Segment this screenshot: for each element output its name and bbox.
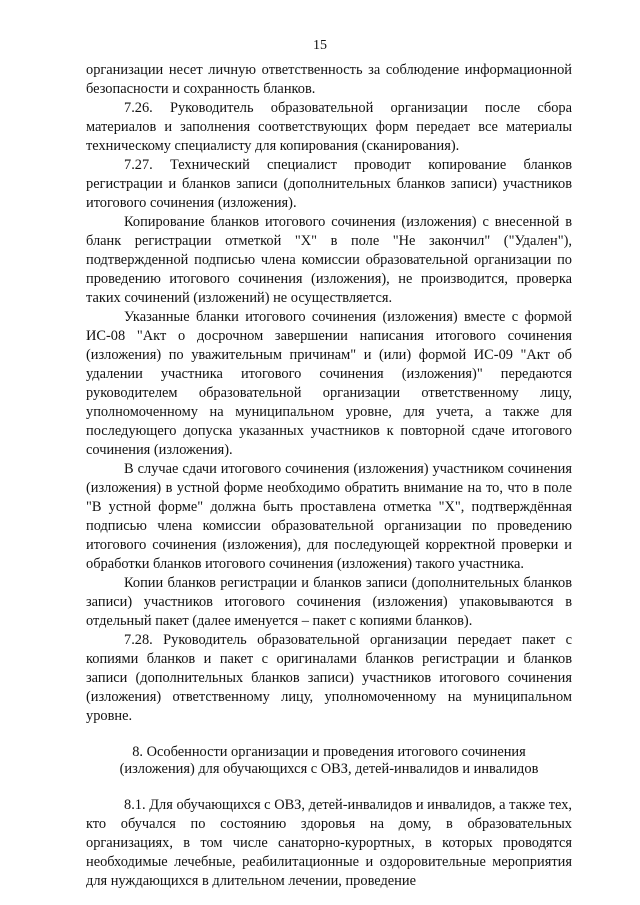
paragraph-copies-package: Копии бланков регистрации и бланков записи (дополнительных бланков записи) участников итогового сочинения (изложения) упаковываются в отдельный пакет (далее именуется – пакет с копиями бланков). <box>86 575 572 629</box>
paragraph-forms: Указанные бланки итогового сочинения (изложения) вместе с формой ИС-08 "Акт о досрочном завершении написания итогового сочинения (изложения) по уважительным причинам" и (или) формой ИС-09 "Акт об удалении участника итогового сочинения (изложения)" передаются руководителем образовательной организации ответственному лицу, уполномоченному на муниципальном уровне, для учета, а также для последующего допуска указанных участников к повторной сдаче итогового сочинения (изложения). <box>86 309 572 458</box>
section-heading-line-1: 8. Особенности организации и проведения итогового сочинения <box>132 744 526 760</box>
paragraph-7-28: 7.28. Руководитель образовательной организации передает пакет с копиями бланков и пакет с оригиналами бланков регистрации и бланков записи (дополнительных бланков записи) участников итогового сочинения (изложения) ответственному лицу, уполномоченному на муниципальном уровне. <box>86 632 572 724</box>
document-body <box>86 61 572 891</box>
paragraph-copying: Копирование бланков итогового сочинения (изложения) с внесенной в бланк регистрации отметкой "X" в поле "Не закончил" ("Удален"), подтвержденной подписью члена комиссии образовательной организации по проведению итогового сочинения (изложения), не производится, проверка таких сочинений (изложений) не осуществляется. <box>86 214 572 306</box>
page-number: 15 <box>313 38 327 53</box>
section-heading <box>86 744 572 778</box>
paragraph-7-26: 7.26. Руководитель образовательной организации после сбора материалов и заполнения соответствующих форм передает все материалы техническому специалисту для копирования (сканирования). <box>86 100 572 154</box>
paragraph-continued: организации несет личную ответственность за соблюдение информационной безопасности и сохранность бланков. <box>86 62 572 97</box>
section-heading-line-2: (изложения) для обучающихся с ОВЗ, детей-инвалидов и инвалидов <box>119 761 539 777</box>
paragraph-8-1: 8.1. Для обучающихся с ОВЗ, детей-инвалидов и инвалидов, а также тех, кто обучался по состоянию здоровья на дому, в образовательных организациях, в том числе санаторно-курортных, в которых проводятся необходимые лечебные, реабилитационные и оздоровительные мероприятия для нуждающихся в длительном лечении, проведение <box>86 797 572 889</box>
paragraph-oral-form: В случае сдачи итогового сочинения (изложения) участником сочинения (изложения) в устной форме необходимо обратить внимание на то, что в поле "В устной форме" должна быть проставлена отметка "X", подтверждённая подписью члена комиссии образовательной организации по проведению итогового сочинения (изложения), для последующей корректной проверки и обработки бланков итогового сочинения (изложения) такого участника. <box>86 461 572 572</box>
paragraph-7-27: 7.27. Технический специалист проводит копирование бланков регистрации и бланков записи (дополнительных бланков записи) участников итогового сочинения (изложения). <box>86 157 572 211</box>
